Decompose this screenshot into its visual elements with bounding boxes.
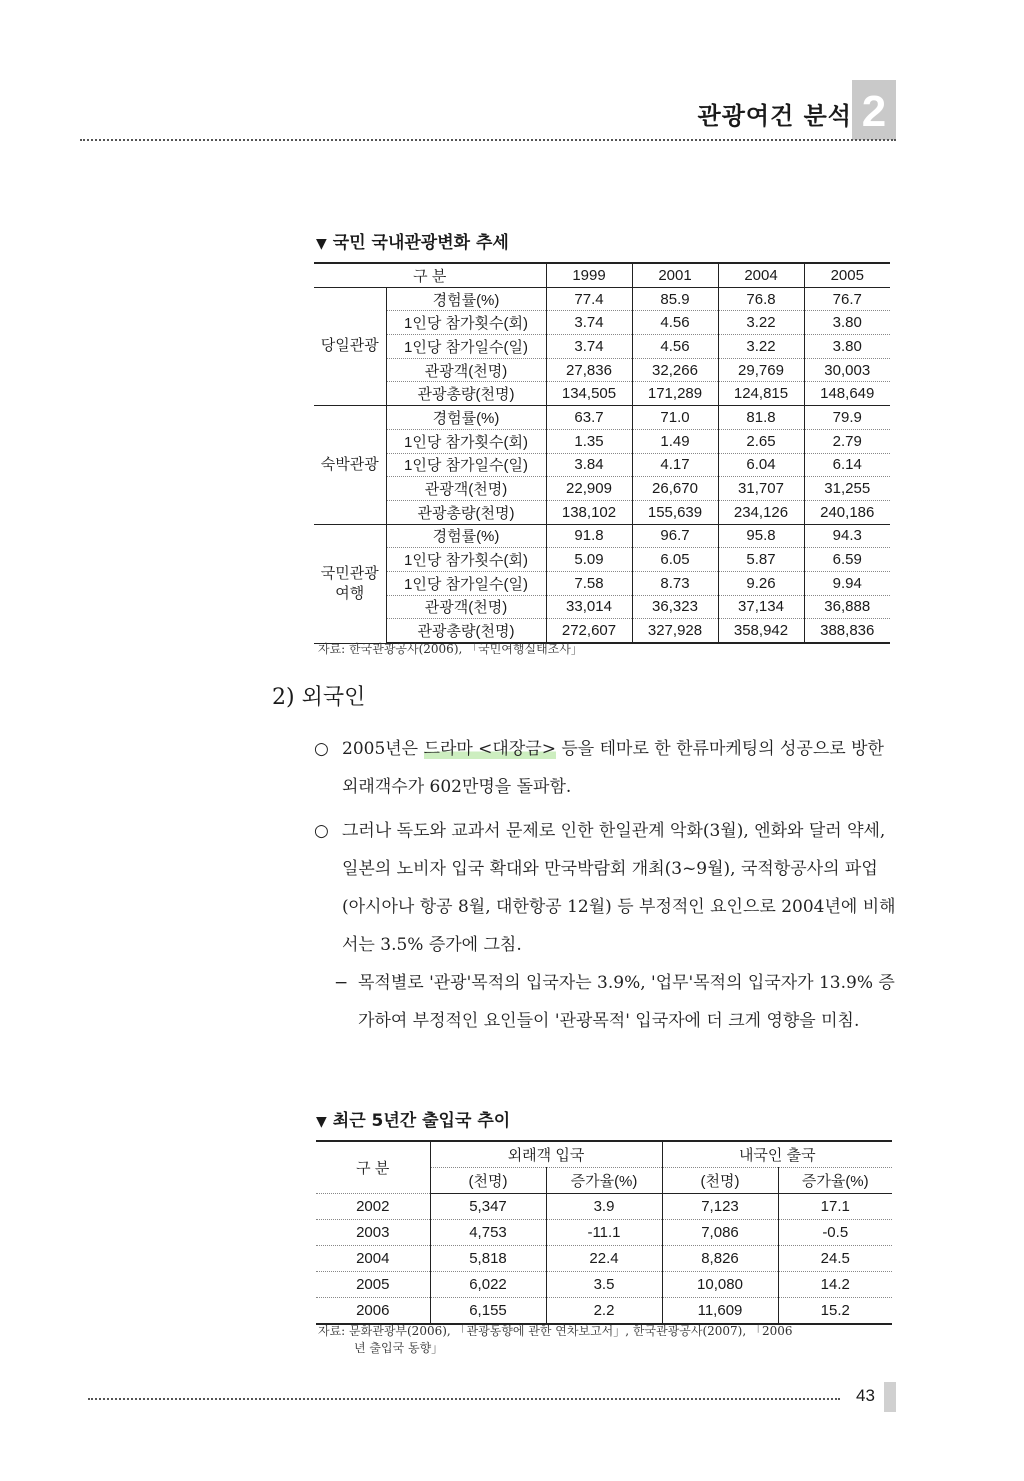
cell: 6,022 bbox=[430, 1272, 546, 1298]
table-row bbox=[314, 595, 890, 619]
cell: 36,888 bbox=[804, 595, 890, 619]
year-cell: 2002 bbox=[316, 1194, 430, 1220]
cell: -11.1 bbox=[546, 1220, 662, 1246]
cell: 94.3 bbox=[804, 524, 890, 548]
table-row bbox=[314, 335, 890, 359]
cell: 11,609 bbox=[662, 1298, 778, 1325]
row-label: 관광총량(천명) bbox=[386, 382, 546, 406]
cell: 22.4 bbox=[546, 1246, 662, 1272]
cell: 22,909 bbox=[546, 477, 632, 501]
cell: 8.73 bbox=[632, 571, 718, 595]
cell: 124,815 bbox=[718, 382, 804, 406]
table-header-row bbox=[316, 1141, 892, 1168]
header-cell: (천명) bbox=[662, 1168, 778, 1194]
header-group-cell: 외래객 입국 bbox=[430, 1141, 662, 1168]
triangle-down-icon: ▼ bbox=[316, 236, 327, 252]
header-cell: 구 분 bbox=[316, 1141, 430, 1194]
table-row bbox=[316, 1220, 892, 1246]
year-cell: 2005 bbox=[316, 1272, 430, 1298]
cell: 37,134 bbox=[718, 595, 804, 619]
footer-divider bbox=[88, 1398, 840, 1400]
table-row bbox=[314, 453, 890, 477]
cell: 77.4 bbox=[546, 287, 632, 311]
row-label: 1인당 참가횟수(회) bbox=[386, 429, 546, 453]
cell: 85.9 bbox=[632, 287, 718, 311]
group-label-line2: 여행 bbox=[335, 584, 365, 602]
table2-source-line2: 년 출입국 동향」 bbox=[354, 1341, 444, 1355]
cell: 1.35 bbox=[546, 429, 632, 453]
cell: 76.7 bbox=[804, 287, 890, 311]
cell: 29,769 bbox=[718, 358, 804, 382]
cell: 30,003 bbox=[804, 358, 890, 382]
row-label: 경험률(%) bbox=[386, 287, 546, 311]
cell: 5.87 bbox=[718, 548, 804, 572]
cell: 4.17 bbox=[632, 453, 718, 477]
cell: 134,505 bbox=[546, 382, 632, 406]
table-row bbox=[314, 429, 890, 453]
cell: 81.8 bbox=[718, 406, 804, 430]
cell: 3.74 bbox=[546, 335, 632, 359]
table1-source: 자료: 한국관광공사(2006), 「국민여행실태조사」 bbox=[318, 642, 583, 656]
cell: 6.14 bbox=[804, 453, 890, 477]
table-row bbox=[314, 406, 890, 430]
row-label: 경험률(%) bbox=[386, 406, 546, 430]
running-header-title: 관광여건 분석 bbox=[697, 102, 852, 130]
header-cell: 증가율(%) bbox=[546, 1168, 662, 1194]
group-label: 당일관광 bbox=[314, 287, 386, 405]
cell: 171,289 bbox=[632, 382, 718, 406]
cell: 31,255 bbox=[804, 477, 890, 501]
cell: 76.8 bbox=[718, 287, 804, 311]
paragraph-1-post: 등을 테마로 한 한류마케팅의 성공으로 방한외래객수가 602만명을 돌파함. bbox=[342, 739, 884, 797]
cell: 4,753 bbox=[430, 1220, 546, 1246]
table-header-row bbox=[314, 263, 890, 287]
cell: 358,942 bbox=[718, 619, 804, 643]
cell: 3.9 bbox=[546, 1194, 662, 1220]
triangle-down-icon: ▼ bbox=[316, 1114, 327, 1130]
table-row bbox=[316, 1194, 892, 1220]
cell: -0.5 bbox=[778, 1220, 892, 1246]
header-cell: 2004 bbox=[718, 263, 804, 287]
cell: 3.80 bbox=[804, 311, 890, 335]
header-cell: 2005 bbox=[804, 263, 890, 287]
cell: 327,928 bbox=[632, 619, 718, 643]
paragraph-1-pre: 2005년은 bbox=[342, 739, 424, 759]
cell: 4.56 bbox=[632, 311, 718, 335]
arrivals-departures-table bbox=[316, 1140, 892, 1325]
cell: 71.0 bbox=[632, 406, 718, 430]
table-row bbox=[316, 1298, 892, 1325]
cell: 36,323 bbox=[632, 595, 718, 619]
cell: 91.8 bbox=[546, 524, 632, 548]
group-label: 숙박관광 bbox=[314, 406, 386, 524]
cell: 9.94 bbox=[804, 571, 890, 595]
row-label: 관광총량(천명) bbox=[386, 619, 546, 643]
table2-caption-text: 최근 5년간 출입국 추이 bbox=[332, 1111, 511, 1131]
cell: 26,670 bbox=[632, 477, 718, 501]
cell: 15.2 bbox=[778, 1298, 892, 1325]
table-row bbox=[314, 382, 890, 406]
cell: 148,649 bbox=[804, 382, 890, 406]
cell: 5,818 bbox=[430, 1246, 546, 1272]
cell: 32,266 bbox=[632, 358, 718, 382]
cell: 27,836 bbox=[546, 358, 632, 382]
header-divider bbox=[80, 139, 896, 141]
cell: 7,123 bbox=[662, 1194, 778, 1220]
cell: 6,155 bbox=[430, 1298, 546, 1325]
sub-bullet-paragraph bbox=[334, 964, 898, 1040]
row-label: 관광객(천명) bbox=[386, 477, 546, 501]
group-label bbox=[314, 524, 386, 643]
header-cell: 증가율(%) bbox=[778, 1168, 892, 1194]
cell: 3.80 bbox=[804, 335, 890, 359]
sub-bullet-text: 목적별로 '관광'목적의 입국자는 3.9%, '업무'목적의 입국자가 13.9% 증가하여 부정적인 요인들이 '관광목적' 입국자에 더 크게 영향을 미침. bbox=[358, 973, 895, 1031]
year-cell: 2003 bbox=[316, 1220, 430, 1246]
table-row bbox=[314, 311, 890, 335]
cell: 272,607 bbox=[546, 619, 632, 643]
paragraph-2 bbox=[314, 812, 898, 964]
paragraph-2-text: 그러나 독도와 교과서 문제로 인한 한일관계 악화(3월), 엔화와 달러 약세, 일본의 노비자 입국 확대와 만국박람회 개최(3~9월), 국적항공사의 파업(아시아나 항공 8월, 대한항공 12월) 등 부정적인 요인으로 2004년에 비해서는 3.5% 증가에 그침. bbox=[342, 821, 896, 955]
row-label: 1인당 참가일수(일) bbox=[386, 453, 546, 477]
table2-caption bbox=[316, 1106, 510, 1131]
table-row bbox=[316, 1272, 892, 1298]
group-label-line1: 국민관광 bbox=[320, 564, 379, 582]
cell: 9.26 bbox=[718, 571, 804, 595]
domestic-tourism-table bbox=[314, 262, 890, 644]
cell: 6.04 bbox=[718, 453, 804, 477]
cell: 4.56 bbox=[632, 335, 718, 359]
cell: 234,126 bbox=[718, 500, 804, 524]
cell: 388,836 bbox=[804, 619, 890, 643]
row-label: 1인당 참가일수(일) bbox=[386, 335, 546, 359]
cell: 3.84 bbox=[546, 453, 632, 477]
table1-caption bbox=[316, 228, 509, 253]
header-cell: 구 분 bbox=[314, 263, 546, 287]
year-cell: 2004 bbox=[316, 1246, 430, 1272]
cell: 3.22 bbox=[718, 311, 804, 335]
circle-bullet-icon: ○ bbox=[314, 739, 329, 759]
header-cell: 1999 bbox=[546, 263, 632, 287]
cell: 3.22 bbox=[718, 335, 804, 359]
cell: 17.1 bbox=[778, 1194, 892, 1220]
cell: 1.49 bbox=[632, 429, 718, 453]
section-title: 2) 외국인 bbox=[272, 685, 366, 710]
table-row bbox=[314, 358, 890, 382]
cell: 2.65 bbox=[718, 429, 804, 453]
row-label: 관광객(천명) bbox=[386, 595, 546, 619]
cell: 5,347 bbox=[430, 1194, 546, 1220]
table1-caption-text: 국민 국내관광변화 추세 bbox=[332, 233, 509, 253]
table-row bbox=[316, 1246, 892, 1272]
cell: 240,186 bbox=[804, 500, 890, 524]
year-cell: 2006 bbox=[316, 1298, 430, 1325]
table-row bbox=[314, 287, 890, 311]
row-label: 1인당 참가횟수(회) bbox=[386, 548, 546, 572]
row-label: 관광객(천명) bbox=[386, 358, 546, 382]
chapter-number-tab: 2 bbox=[852, 80, 896, 140]
table-row bbox=[314, 524, 890, 548]
highlighted-text: 드라마 <대장금> bbox=[423, 739, 556, 759]
cell: 10,080 bbox=[662, 1272, 778, 1298]
table-row bbox=[314, 500, 890, 524]
cell: 8,826 bbox=[662, 1246, 778, 1272]
cell: 7.58 bbox=[546, 571, 632, 595]
row-label: 1인당 참가횟수(회) bbox=[386, 311, 546, 335]
cell: 138,102 bbox=[546, 500, 632, 524]
cell: 96.7 bbox=[632, 524, 718, 548]
table2-source-line1: 자료: 문화관광부(2006), 「관광동향에 관한 연차보고서」, 한국관광공사(2007), 「2006 bbox=[318, 1324, 793, 1338]
cell: 95.8 bbox=[718, 524, 804, 548]
header-cell: 2001 bbox=[632, 263, 718, 287]
cell: 7,086 bbox=[662, 1220, 778, 1246]
cell: 155,639 bbox=[632, 500, 718, 524]
cell: 6.59 bbox=[804, 548, 890, 572]
row-label: 관광총량(천명) bbox=[386, 500, 546, 524]
header-group-cell: 내국인 출국 bbox=[662, 1141, 892, 1168]
page-number: 43 bbox=[856, 1386, 875, 1405]
table-row bbox=[314, 477, 890, 501]
circle-bullet-icon: ○ bbox=[314, 821, 329, 841]
cell: 3.74 bbox=[546, 311, 632, 335]
page-edge-tab bbox=[884, 1382, 896, 1412]
cell: 6.05 bbox=[632, 548, 718, 572]
cell: 2.79 bbox=[804, 429, 890, 453]
cell: 14.2 bbox=[778, 1272, 892, 1298]
table-row bbox=[314, 571, 890, 595]
dash-bullet-icon: − bbox=[334, 973, 349, 993]
cell: 2.2 bbox=[546, 1298, 662, 1325]
cell: 79.9 bbox=[804, 406, 890, 430]
cell: 24.5 bbox=[778, 1246, 892, 1272]
row-label: 1인당 참가일수(일) bbox=[386, 571, 546, 595]
cell: 31,707 bbox=[718, 477, 804, 501]
cell: 5.09 bbox=[546, 548, 632, 572]
cell: 3.5 bbox=[546, 1272, 662, 1298]
cell: 33,014 bbox=[546, 595, 632, 619]
header-cell: (천명) bbox=[430, 1168, 546, 1194]
row-label: 경험률(%) bbox=[386, 524, 546, 548]
cell: 63.7 bbox=[546, 406, 632, 430]
table-row bbox=[314, 548, 890, 572]
paragraph-1 bbox=[314, 730, 898, 806]
